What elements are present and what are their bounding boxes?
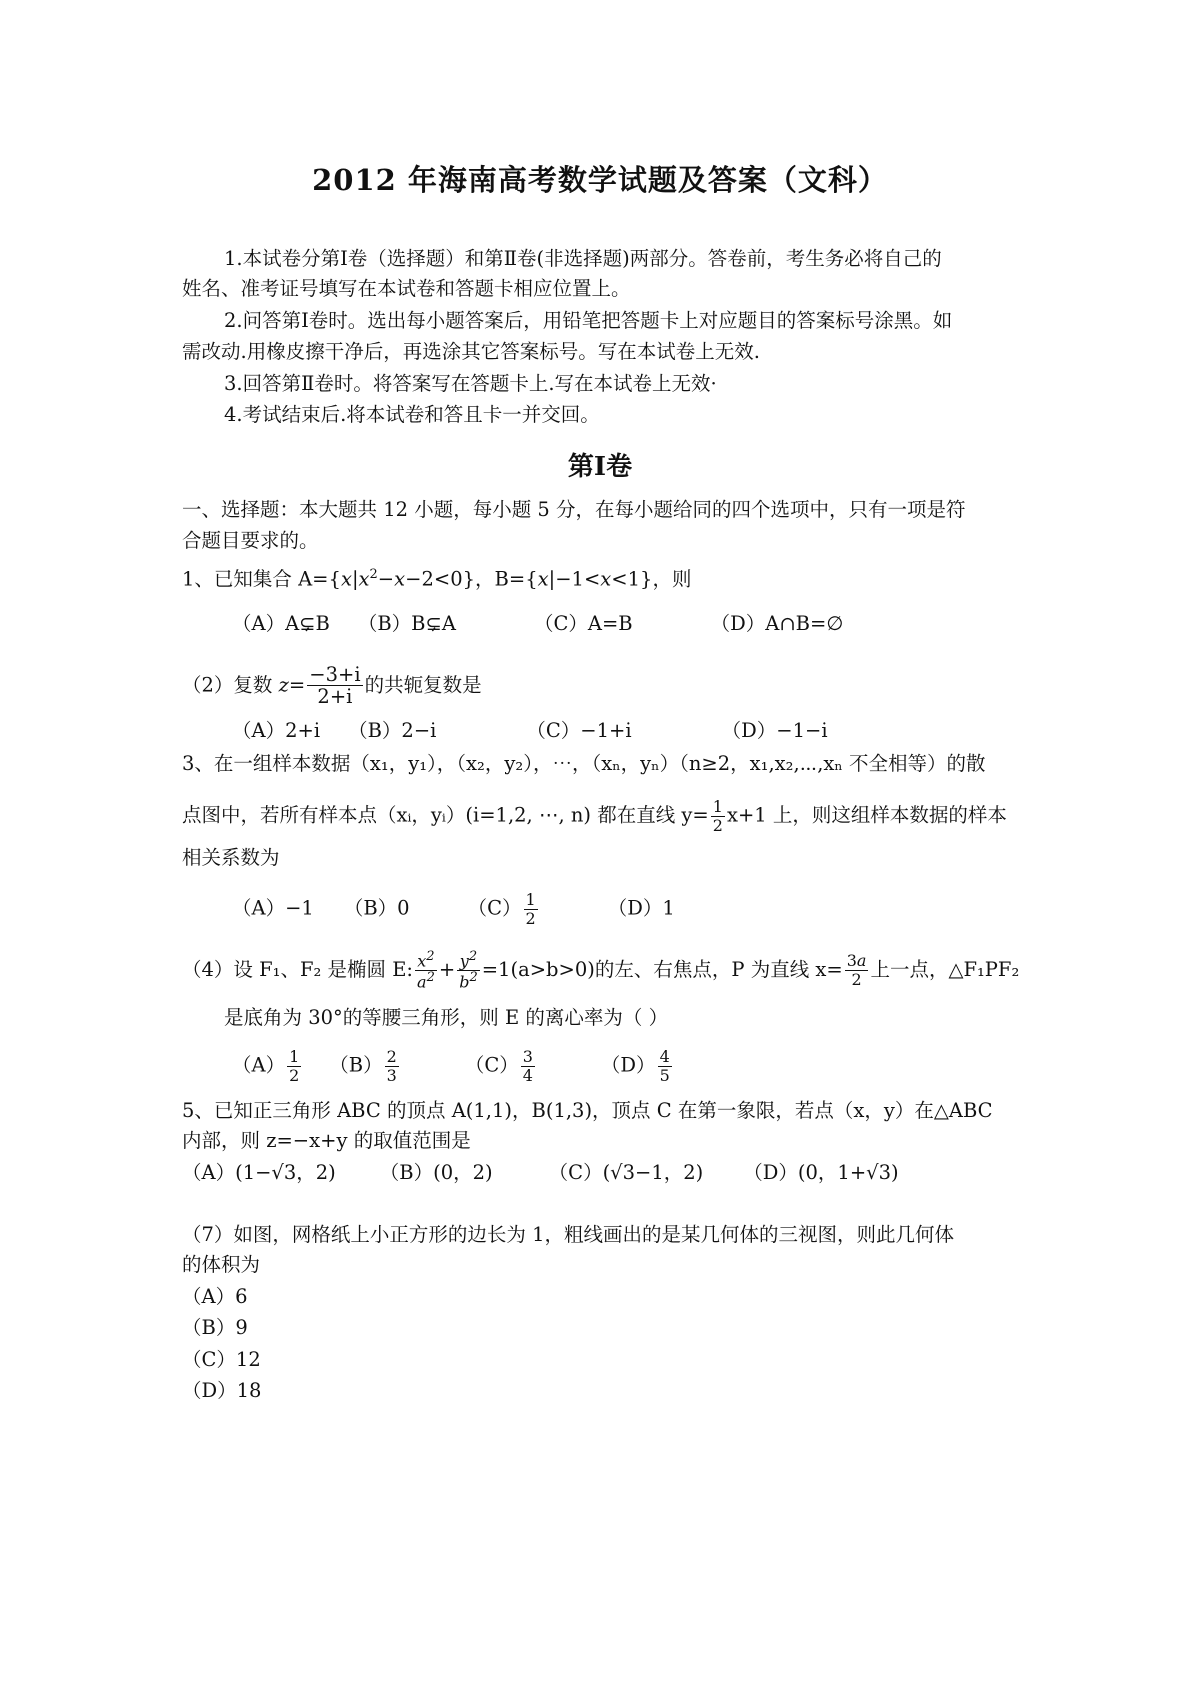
q5-option-b: （B）(0，2) [379,1161,493,1184]
q5-line-2: 内部，则 z=−x+y 的取值范围是 [182,1129,471,1152]
question-4: （4）设 F₁、F₂ 是椭圆 E: $\frac{x^2}{a^2}$ + $\frac{y^2}{b^2}$ =1(a>b>0)的左、右焦点，P 为直线 x= $\frac{3a}{2}$ 上一点，△F₁PF₂ [182,949,1020,992]
q2-option-c: （C）−1+i [526,719,632,742]
question-2: （2）复数 z= $\frac{-3+i}{2+i}$ 的共轭复数是 [182,663,482,709]
q5-line-1: 5、已知正三角形 ABC 的顶点 A(1,1)，B(1,3)，顶点 C 在第一象限，若点（x，y）在△ABC [182,1099,993,1122]
instruction-1b: 姓名、准考证号填写在本试卷和答题卡相应位置上。 [182,277,631,300]
q4-option-d: （D） [600,1053,656,1077]
section-header-1: 一、选择题：本大题共 12 小题，每小题 5 分，在每小题给同的四个选项中，只有一项是符 [182,498,966,521]
q3-option-a: （A）−1 [232,896,314,920]
q1-option-a: （A）A⊊B [232,612,330,635]
question-1: 1、已知集合 $A=\{x|x^2-x-2<0\}$，B={x|−1<x<1}，则 [182,567,692,591]
instruction-2a: 2.问答第Ⅰ卷时。选出每小题答案后，用铅笔把答题卡上对应题目的答案标号涂黑。如 [224,309,953,332]
q2-prefix: （2）复数 [182,673,279,697]
q2-options [232,716,828,746]
page-title: 2012 年海南高考数学试题及答案（文科） [312,163,888,197]
q4-option-c: （C） [464,1053,519,1077]
q5-option-c: （C）(√3−1，2) [548,1161,704,1184]
instruction-2b: 需改动.用橡皮擦干净后，再选涂其它答案标号。写在本试卷上无效. [182,340,760,363]
q4-option-a: （A） [232,1053,286,1077]
q1-prefix: 1、已知集合 A={ [182,567,341,591]
instruction-4: 4.考试结束后.将本试卷和答且卡一并交回。 [224,403,600,426]
q4-line-2: 是底角为 30°的等腰三角形，则 E 的离心率为（ ） [224,1006,669,1029]
q2-option-d: （D）−1−i [721,719,828,742]
q7-option-b: （B）9 [182,1316,248,1339]
q3-line-3: 相关系数为 [182,846,280,869]
q4-options: （A） $\frac{1}{2}$ （B） $\frac{2}{3}$ （C） $\frac{3}{4}$ （D） $\frac{4}{5}$ [232,1047,670,1085]
q7-option-a: （A）6 [182,1285,248,1308]
q1-options [232,609,843,639]
q1-option-c: （C）A=B [533,612,633,635]
part-one-title: 第Ⅰ卷 [567,452,633,482]
q1-option-b: （B）B⊊A [357,612,456,635]
q3-option-c: （C） [467,896,522,920]
section-header-2: 合题目要求的。 [182,529,319,552]
q3-option-b: （B）0 [343,896,410,920]
q2-suffix: 的共轭复数是 [364,673,482,697]
q1-mid: }，B={ [462,567,538,591]
q5-option-a: （A）(1−√3，2) [182,1161,336,1184]
q2-fraction: $\frac{-3+i}{2+i}$ [309,663,361,709]
q3-options: （A）−1 （B）0 （C） $\frac{1}{2}$ （D）1 [232,890,675,928]
q4-option-b: （B） [329,1053,383,1077]
q7-option-c: （C）12 [182,1348,261,1371]
q3-option-d: （D）1 [607,896,675,920]
q7-option-d: （D）18 [182,1379,262,1402]
instruction-1a: 1.本试卷分第Ⅰ卷（选择题）和第Ⅱ卷(非选择题)两部分。答卷前，考生务必将自己的 [224,247,942,270]
q3-slope-fraction: $\frac{1}{2}$ [712,797,723,835]
q5-options [182,1158,899,1188]
q2-option-a: （A）2+i [232,719,321,742]
instruction-3: 3.回答第Ⅱ卷时。将答案写在答题卡上.写在本试卷上无效· [224,372,717,395]
q2-option-b: （B）2−i [348,719,437,742]
q7-line-1: （7）如图，网格纸上小正方形的边长为 1，粗线画出的是某几何体的三视图，则此几何体 [182,1223,955,1246]
q1-option-d: （D）A∩B=∅ [710,612,844,635]
q3-line-2: 点图中，若所有样本点（xᵢ，yᵢ）(i=1,2, ⋯, n) 都在直线 y= $\frac{1}{2}$ x+1 上，则这组样本数据的样本 [182,797,1007,835]
q1-suffix: }，则 [640,567,692,591]
q5-option-d: （D）(0，1+√3) [743,1161,899,1184]
q7-line-2: 的体积为 [182,1253,261,1276]
q3-line-1: 3、在一组样本数据（x₁，y₁），（x₂，y₂），⋯，（xₙ，yₙ）（n≥2，x₁,x₂,⋯,xₙ 不全相等）的散 [182,752,986,775]
